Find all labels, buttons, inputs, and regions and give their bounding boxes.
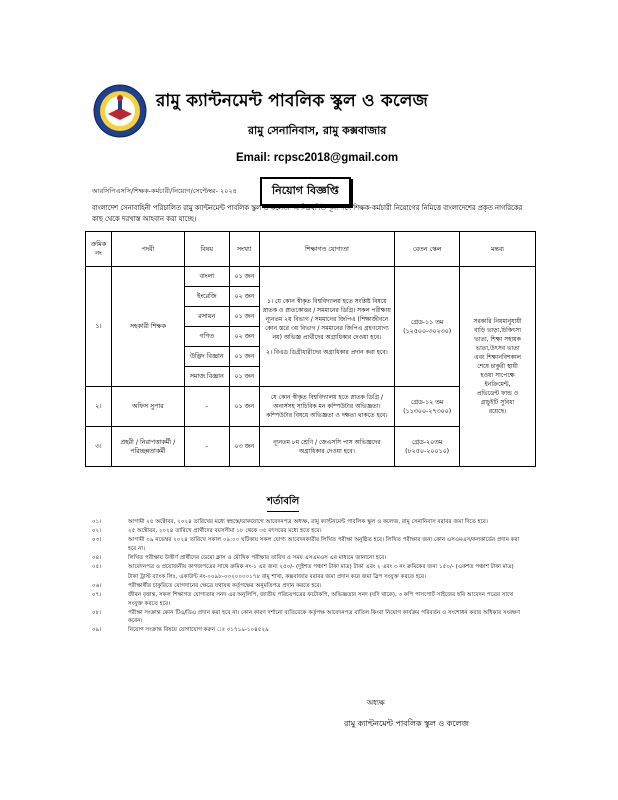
list-item [92,536,528,553]
term-number: ০৭। [92,591,102,598]
row2-pay-scale [395,387,460,427]
term-number [92,573,128,582]
term-number: ০২। [92,528,102,535]
row3-qualification: ন্যূনতম ৮ম শ্রেণি / জেএসসি পাস অভিজ্ঞদের অগ্রাধিকার দেওয়া হবে। [259,427,395,467]
row3-count: ০৩ জন [229,427,259,467]
school-email: Email: rcpsc2018@gmail.com [236,152,399,164]
list-item [92,609,528,626]
list-item [92,573,528,582]
term-number: ০৬। [92,582,102,589]
signatory-school: রামু ক্যান্টনমেন্ট পাবলিক স্কুল ও কলেজ [344,719,469,728]
row3-serial: ৩। [86,427,112,467]
row3-grade: গ্রেড-২০তম [411,438,443,446]
list-item [92,554,528,563]
row1-subject: বাংলা [184,267,229,287]
reference-number: আরসিপিএসসি/শিক্ষক-কর্মচারী/নিয়োগ/সেপ্টেম্বর- ২০২৪ [92,187,237,195]
row2-post: অফিস সুপার [111,387,184,427]
header-subject: বিষয় [184,232,229,267]
school-name-heading: রামু ক্যান্টনমেন্ট পাবলিক স্কুল ও কলেজ [156,91,429,111]
row1-count: ০২ জন [229,327,259,347]
row1-subject: সমাজ বিজ্ঞান [184,367,229,387]
term-text: লিখিত পরীক্ষায় উত্তীর্ণ প্রার্থীদের ডেমো ক্লাস ও মৌখিক পরীক্ষার তারিখ ও সময় এসএমএস এর মাধ্যমে জানানো হবে। [128,555,387,562]
row1-count: ০১ জন [229,307,259,327]
header-count: সংখ্যা [229,232,259,267]
list-item [92,582,528,591]
term-number: ০৫। [92,564,102,571]
remarks-line: ভাতা,উৎসব ভাতা [475,345,520,352]
row3-pay-scale [395,427,460,467]
term-text: জীবন বৃত্তান্ত, সকল শিক্ষাগত যোগ্যতার সনদ এর অনুলিপি, জাতীয় পরিচয়পত্রের ফটোকপি, অভিজ্ঞতার সনদ (যদি থাকে), ৩ কপি পাসপোর্ট সাইজের ছবি আবেদন পত্রের সাথে সংযুক্ত করতে হবে। [128,591,513,607]
row3-subject: - [184,427,229,467]
remarks-line: প্রভিডেন্ট ফান্ড ও [476,390,519,397]
header-qualification: শিক্ষাগত যোগ্যতা [259,232,395,267]
remarks-line: ইনক্রিমেন্ট, [484,381,511,388]
row1-qualification-1: ১। যে কোন স্বীকৃত বিশ্ববিদ্যালয় হতে সংশ্লিষ্ট বিষয়ে স্নাতক ও স্নাতকোত্তর / সমমানের ডিগ্রি। সকল পরীক্ষায় ন্যূনতম ২য় বিভাগ / সমমানের জিপিএ (শিক্ষাজীবনে কোন স্তরে ৩য় বিভাগ / সমমানের জিপিএ গ্রহণযোগ্য নয়) অভিজ্ঞ প্রার্থীদের অগ্রাধিকার দেওয়া হবে। [262,297,391,341]
term-text: আগামী ২৫ অক্টোবর, ২০২৪ তারিখের মধ্যে স্বহস্তে/ডাকযোগে আবেদনপত্র অধ্যক্ষ, রামু ক্যান্টনমেন্ট পাবলিক স্কুল ও কলেজ, রামু সেনানিবাস বরাবর জমা দিতে হবে। [128,519,488,525]
row2-count: ০১ জন [229,387,259,427]
notice-intro: বাংলাদেশ সেনাবাহিনী পরিচালিত রামু ক্যান্টনমেন্ট পাবলিক স্কুল ও কলেজ- এ নিম্নবর্ণিত শূন্য পদে শিক্ষক-কর্মচারী নিয়োগের নিমিত্তে বাংলাদেশের প্রকৃত নাগরিকের কাছ থেকে দরখাস্ত আহবান করা যাচ্ছে। [92,204,523,223]
row2-grade: গ্রেড-১২ তম [410,398,444,406]
list-item [92,626,528,635]
row1-subject: রসায়ন [184,307,229,327]
header-post: পদবী [111,232,184,267]
remarks-line: ভাতা, শিক্ষা সহায়ক [474,336,521,343]
term-number: ০৩। [92,537,102,544]
row1-pay-scale [395,267,460,387]
term-text: পরীক্ষা সংক্রান্ত কোন টিএ/ডিএ প্রদান করা হবে না। কোন কারণ দর্শানো ব্যতিরেকে কর্তৃপক্ষ আবেদনপত্র বাতিল কিংবা নিয়োগ কার্যক্রম পরিবর্তন ও সংশোধন করার অধিকার সংরক্ষণ করেন। [128,609,521,625]
term-text: পরীক্ষার্থীর চাকুরিতে যোগদানের ক্ষেত্রে যথাযথ কর্তৃপক্ষের অনুমতিপত্র প্রদান করতে হবে। [128,582,322,589]
term-text: আগামী ০৯ নভেম্বর ২০২৪ তারিখে সকাল ০৯:০০ ঘটিকায় সকল যোগ্য আবেদনকারীর লিখিত পরীক্ষা অনুষ্ঠিত হবে। লিখিত পরীক্ষার জন্য কোন এসএমএস/কলকার্ডের প্রদান করা হবে না। [128,537,520,552]
row2-serial: ২। [86,387,112,427]
row1-count: ০১ জন [229,347,259,367]
header-remarks: মন্তব্য [460,232,536,267]
table-header-row [86,232,536,267]
row2-range: (১১৩০০-২৭৩০০) [403,407,452,415]
notice-title: নিয়োগ বিজ্ঞপ্তি [260,177,351,206]
table-row [86,267,536,287]
term-text: আবেদনপত্র ও প্রয়োজনীয় কাগজপত্রের সাথে ক্রমিক নং-১ এর জন্য ২৫০/- (দুইশত পঞ্চাশ টাকা মাত্র) টাকা এবং ২ এবং ৩ নং ক্রমিকের জন্য ১৫০/- (একশত পঞ্চাশ টাকা মাত্র) [128,564,514,571]
row1-subject: উদ্ভিদ বিজ্ঞান [184,347,229,367]
row1-qualification [259,267,395,387]
row1-post: সহকারী শিক্ষক [111,267,184,387]
remarks-line: শেষে চাকুরী স্থায়ী [477,363,518,370]
remarks-line: গ্রাচুইটি সুবিধা [480,399,515,406]
term-number: ০১। [92,519,102,525]
term-number: ০৪। [92,555,102,562]
row1-count: ০১ জন [229,367,259,387]
row2-subject: - [184,387,229,427]
row1-range: (১২৫০০-৩০২৩০) [403,327,452,335]
remarks-line: বাড়ি ভাড়া,চিকিৎসা [474,327,521,334]
row3-post: প্রহরী / নিরাপত্তাকর্মী / পরিচ্ছন্নতাকর্মী [111,427,184,467]
header-serial: ক্রমিক নং [86,232,112,267]
remarks-line: হওয়া সাপেক্ষে [480,372,515,379]
row1-count: ০২ জন [229,287,259,307]
row3-range: (৮২৫০-২০০১০) [405,447,450,455]
list-item [92,518,528,527]
row1-qualification-2: ২। বিএড ডিগ্রীধারীদের অগ্রাধিকার প্রদান করা হবে। [265,348,388,356]
term-number: ০৯। [92,627,102,634]
list-item [92,591,528,608]
remarks-cell [460,267,536,467]
term-text: নিয়োগ সংক্রান্ত বিষয়ে যোগাযোগ করুন ঃ ০১৭১৯-১০৪৫২৯ [128,627,269,634]
term-text: ২৫ অক্টোবর, ২০২৪ তারিখে প্রার্থীদের বয়সসীমা ১৮ থেকে ৩৫ বৎসরের মধ্যে হতে হবে। [128,528,322,535]
row1-subject: গণিত [184,327,229,347]
signatory-title: অধ্যক্ষ [367,699,385,707]
row1-subject: ইংরেজি [184,287,229,307]
row2-qualification: যে কোন স্বীকৃত বিশ্ববিদ্যালয় হতে স্নাতক ডিগ্রি / অনার্সসহ সাচিবিক মন কম্পিউটার অভিজ্ঞতা। কম্পিউটার বিষয়ে অভিজ্ঞতা ও দক্ষতা থাকতে হবে। [259,387,395,427]
terms-list [92,518,528,636]
list-item [92,563,528,572]
row1-count: ০১ জন [229,267,259,287]
row1-serial: ১। [86,267,112,387]
remarks-line: রয়েছে। [488,408,507,415]
row1-grade: গ্রেড-১১ তম [410,318,444,326]
school-crest-icon [93,84,147,138]
remarks-line: সরকারি নিয়মানুযায়ী [473,318,522,325]
school-address: রামু সেনানিবাস, রামু কক্সবাজার [248,124,387,137]
vacancy-table [85,231,536,467]
term-text: টাকা ট্রাস্ট ব্যাংক লিঃ, একাউন্ট নং-০০৯৮-০৩২০০০০১৭৮ রামু শাখা, কক্সবাজার বরাবর জমা প্রদান করে জমা স্লিপ সংযুক্ত করতে হবে। [128,573,427,580]
list-item [92,527,528,536]
remarks-line: এবং শিক্ষানবিশকাল [474,354,521,361]
header-pay-scale: বেতন স্কেল [395,232,460,267]
term-number: ০৮। [92,609,102,616]
terms-title: শর্তাবলি [267,494,299,512]
